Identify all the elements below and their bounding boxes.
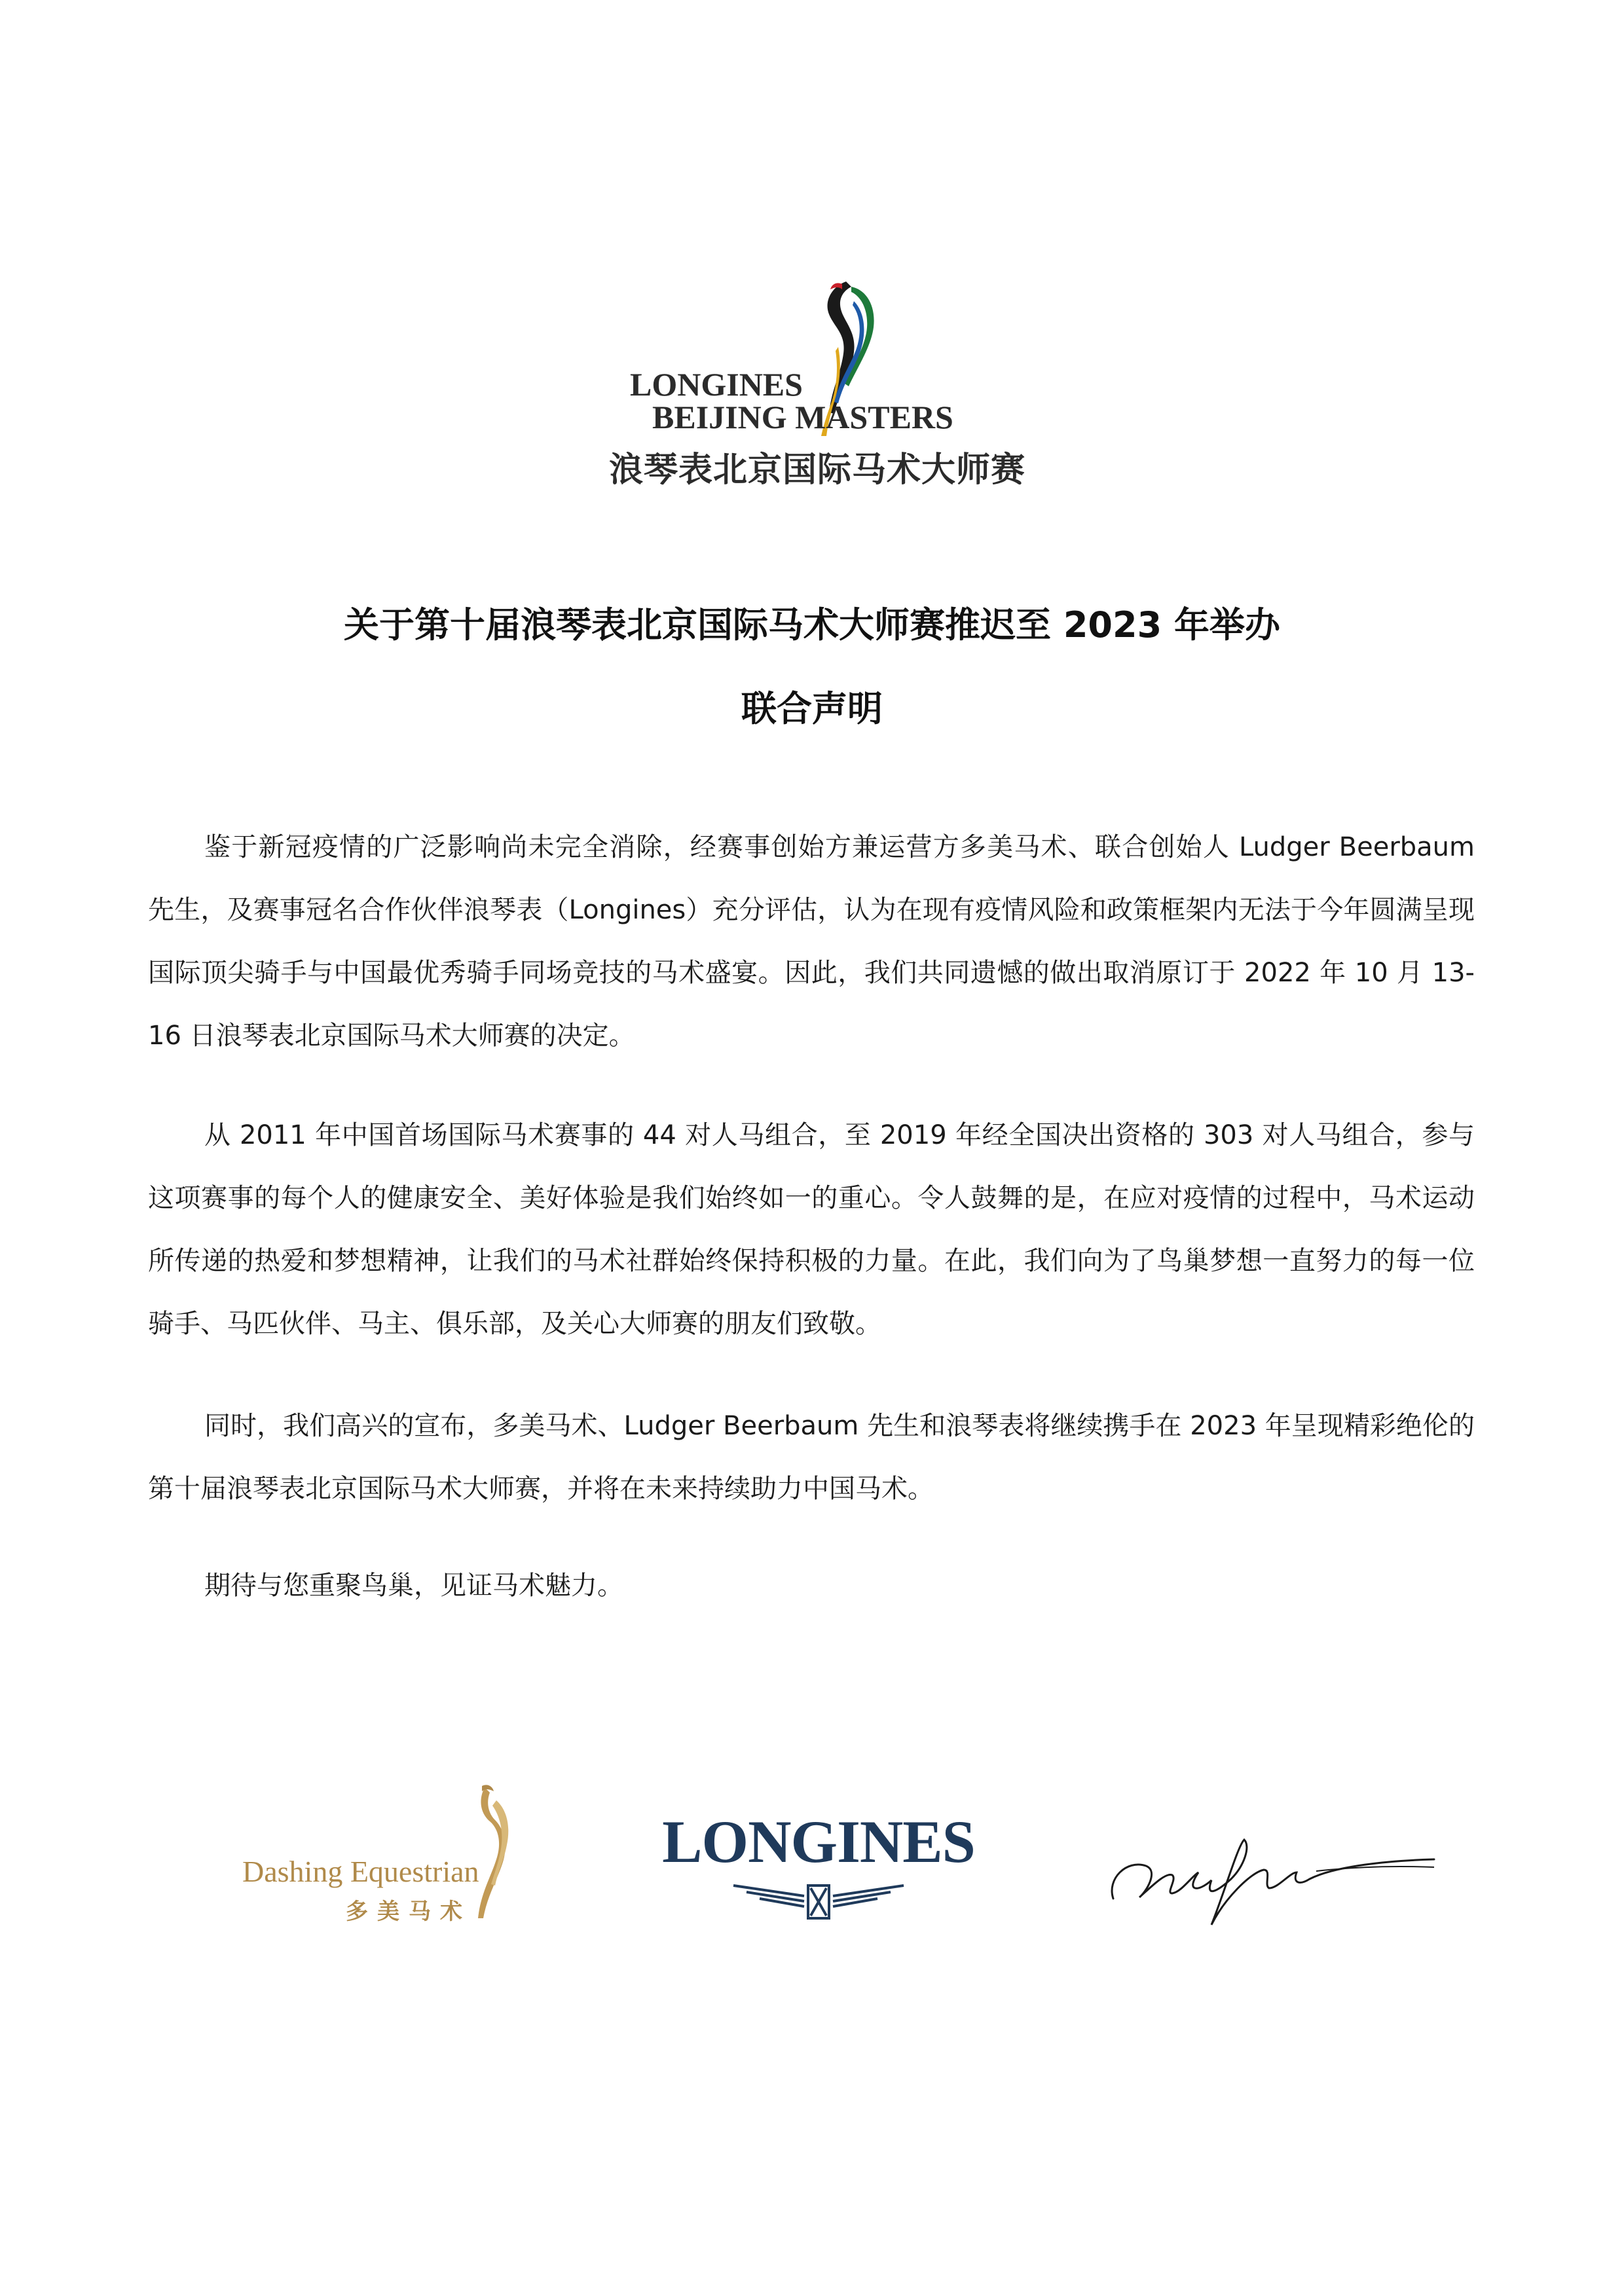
paragraph-2 (148, 1104, 1475, 1355)
signature (1100, 1820, 1441, 1931)
paragraph-2-text: 从 2011 年中国首场国际马术赛事的 44 对人马组合，至 2019 年经全国决出资格的 303 对人马组合，参与这项赛事的每个人的健康安全、美好体验是我们始终如一的重心。令人鼓舞的是，在应对疫情的过程中，马术运动所传递的热爱和梦想精神，让我们的马术社群始终保持积极的力量。在此，我们向为了鸟巢梦想一直努力的每一位骑手、马匹伙伴、马主、俱乐部，及关心大师赛的朋友们致敬。 (148, 1120, 1475, 1339)
paragraph-1 (148, 816, 1475, 1067)
paragraph-4 (148, 1554, 1475, 1617)
paragraph-1-text: 鉴于新冠疫情的广泛影响尚未完全消除，经赛事创始方兼运营方多美马术、联合创始人 Ludger Beerbaum 先生，及赛事冠名合作伙伴浪琴表（Longines）充分评估，认为在现有疫情风险和政策框架内无法于今年圆满呈现国际顶尖骑手与中国最优秀骑手同场竞技的马术盛宴。因此，我们共同遗憾的做出取消原订于 2022 年 10 月 13-16 日浪琴表北京国际马术大师赛的决定。 (148, 832, 1475, 1051)
dashing-equestrian-cn: 多美马术 (346, 1899, 471, 1925)
longines-logo (642, 1807, 995, 1938)
longines-wordmark: LONGINES (662, 1808, 975, 1875)
paragraph-3 (148, 1394, 1475, 1520)
dashing-equestrian-logo (242, 1781, 530, 1938)
paragraph-3-text: 同时，我们高兴的宣布，多美马术、Ludger Beerbaum 先生和浪琴表将继续携手在 2023 年呈现精彩绝伦的第十届浪琴表北京国际马术大师赛，并将在未来持续助力中国马术。 (148, 1411, 1475, 1504)
longines-winged-hourglass-icon (727, 1879, 910, 1925)
beijing-masters-logo (609, 275, 1054, 491)
logo-text-beijing-masters: BEIJING MASTERS (652, 399, 953, 435)
footer-logos (0, 1781, 1624, 1951)
logo-text-chinese: 浪琴表北京国际马术大师赛 (609, 450, 1026, 490)
logo-text-longines: LONGINES (630, 366, 803, 403)
dashing-equestrian-name: Dashing Equestrian (242, 1855, 479, 1888)
document-title: 关于第十届浪琴表北京国际马术大师赛推迟至 2023 年举办 (344, 604, 1280, 646)
document-subtitle: 联合声明 (741, 688, 883, 729)
paragraph-4-text: 期待与您重聚鸟巢，见证马术魅力。 (204, 1571, 623, 1601)
